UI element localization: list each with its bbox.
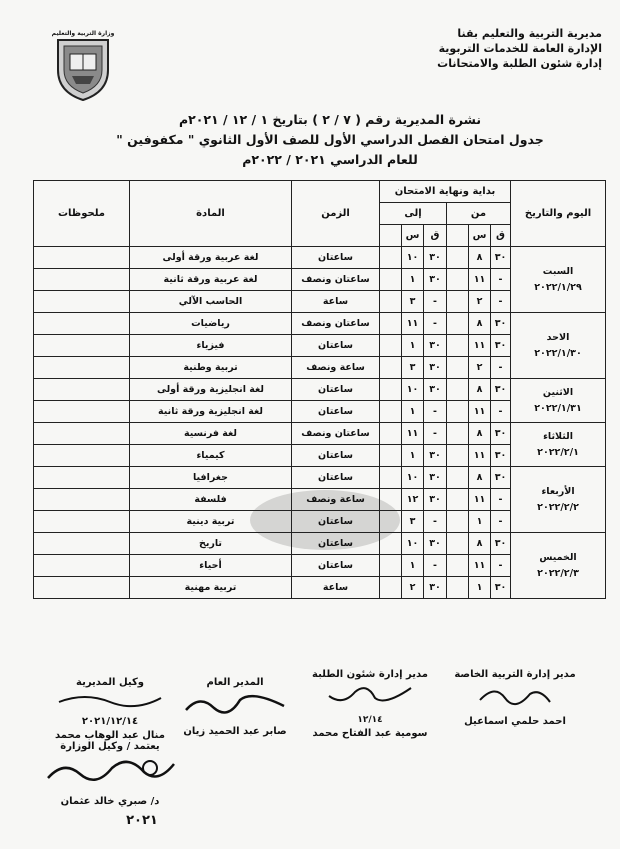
day-date: ٢٠٢٢/٢/٢ bbox=[537, 501, 579, 513]
to-spacer-cell bbox=[380, 467, 402, 489]
from-s-cell: ٨ bbox=[469, 379, 491, 401]
duration-cell: ساعتان bbox=[292, 511, 380, 533]
special-ed-director-signature bbox=[440, 668, 590, 729]
duration-cell: ساعتان bbox=[292, 401, 380, 423]
signature-scribble-icon bbox=[180, 690, 290, 720]
from-s-cell: ٢ bbox=[469, 357, 491, 379]
to-spacer-cell bbox=[380, 555, 402, 577]
from-spacer-cell bbox=[447, 533, 469, 555]
from-s-cell: ١١ bbox=[469, 269, 491, 291]
to-s-cell: ١ bbox=[402, 335, 424, 357]
from-q-cell: - bbox=[491, 555, 511, 577]
to-q-cell: - bbox=[424, 555, 447, 577]
to-q-cell: ٣٠ bbox=[424, 467, 447, 489]
to-s-cell: ١ bbox=[402, 269, 424, 291]
special-ed-director-name: احمد حلمي اسماعيل bbox=[464, 716, 566, 727]
subject-cell: الحاسب الآلي bbox=[130, 291, 292, 313]
student-affairs-director-date: ١٢/١٤ bbox=[357, 715, 383, 725]
table-row bbox=[34, 423, 606, 445]
to-s-cell: ٣ bbox=[402, 511, 424, 533]
from-spacer-cell bbox=[447, 511, 469, 533]
subject-cell: لغة عربية ورقة أولى bbox=[130, 247, 292, 269]
general-director-name: صابر عبد الحميد زيان bbox=[183, 726, 287, 737]
notes-cell bbox=[34, 335, 130, 357]
to-spacer-cell bbox=[380, 577, 402, 599]
day-date: ٢٠٢٢/١/٢٩ bbox=[534, 281, 582, 293]
subject-cell: تاريخ bbox=[130, 533, 292, 555]
to-spacer-cell bbox=[380, 269, 402, 291]
day-date: ٢٠٢٢/٢/١ bbox=[537, 446, 579, 458]
subject-cell: أحياء bbox=[130, 555, 292, 577]
duration-cell: ساعتان bbox=[292, 335, 380, 357]
from-q-cell: ٣٠ bbox=[491, 335, 511, 357]
from-s-cell: ١١ bbox=[469, 335, 491, 357]
header-from-s: س bbox=[469, 225, 491, 247]
general-director-signature bbox=[170, 676, 300, 739]
signature-scribble-icon bbox=[40, 754, 180, 790]
signature-scribble-icon bbox=[325, 682, 415, 708]
to-spacer-cell bbox=[380, 335, 402, 357]
to-s-cell: ١ bbox=[402, 401, 424, 423]
table-row bbox=[34, 313, 606, 335]
to-q-cell: - bbox=[424, 401, 447, 423]
from-s-cell: ٢ bbox=[469, 291, 491, 313]
duration-cell: ساعتان ونصف bbox=[292, 313, 380, 335]
to-spacer-cell bbox=[380, 357, 402, 379]
duration-cell: ساعة ونصف bbox=[292, 357, 380, 379]
subject-cell: كيمياء bbox=[130, 445, 292, 467]
logo-caption: وزارة التربية والتعليم bbox=[51, 30, 115, 37]
notes-cell bbox=[34, 489, 130, 511]
from-q-cell: ٣٠ bbox=[491, 313, 511, 335]
from-s-cell: ١١ bbox=[469, 445, 491, 467]
day-date: ٢٠٢٢/٢/٣ bbox=[537, 567, 579, 579]
from-spacer-cell bbox=[447, 555, 469, 577]
duration-cell: ساعتان bbox=[292, 533, 380, 555]
header-to-spacer bbox=[380, 225, 402, 247]
from-q-cell: ٣٠ bbox=[491, 577, 511, 599]
from-s-cell: ٨ bbox=[469, 533, 491, 555]
header-to-s: س bbox=[402, 225, 424, 247]
from-s-cell: ٨ bbox=[469, 423, 491, 445]
from-s-cell: ١ bbox=[469, 511, 491, 533]
day-name: الاثنين bbox=[542, 386, 574, 398]
from-q-cell: - bbox=[491, 269, 511, 291]
to-q-cell: - bbox=[424, 511, 447, 533]
header-line-1: مديرية التربية والتعليم بقنا bbox=[457, 27, 602, 40]
header-row-1 bbox=[34, 181, 606, 203]
header-from-q: ق bbox=[491, 225, 511, 247]
to-q-cell: - bbox=[424, 291, 447, 313]
general-director-title: المدير العام bbox=[206, 677, 264, 688]
from-s-cell: ١ bbox=[469, 577, 491, 599]
header-from: من bbox=[447, 203, 511, 225]
to-spacer-cell bbox=[380, 247, 402, 269]
to-spacer-cell bbox=[380, 401, 402, 423]
to-s-cell: ١١ bbox=[402, 423, 424, 445]
header-line-2: الإدارة العامة للخدمات التربوية bbox=[438, 42, 602, 55]
from-q-cell: ٣٠ bbox=[491, 533, 511, 555]
from-spacer-cell bbox=[447, 291, 469, 313]
day-date-cell bbox=[511, 313, 606, 379]
from-q-cell: ٣٠ bbox=[491, 423, 511, 445]
to-q-cell: ٣٠ bbox=[424, 335, 447, 357]
subject-cell: لغة انجليزية ورقة ثانية bbox=[130, 401, 292, 423]
to-s-cell: ١٢ bbox=[402, 489, 424, 511]
day-date-cell bbox=[511, 423, 606, 467]
from-spacer-cell bbox=[447, 357, 469, 379]
from-q-cell: ٣٠ bbox=[491, 445, 511, 467]
header-start-end: بداية ونهاية الامتحان bbox=[380, 181, 511, 203]
subject-cell: تربية مهنية bbox=[130, 577, 292, 599]
day-name: الثلاثاء bbox=[543, 430, 573, 442]
from-q-cell: - bbox=[491, 291, 511, 313]
ministry-logo-icon bbox=[52, 26, 114, 102]
notes-cell bbox=[34, 423, 130, 445]
special-ed-director-title: مدير إدارة التربية الخاصة bbox=[454, 669, 576, 680]
to-q-cell: - bbox=[424, 423, 447, 445]
to-s-cell: ١٠ bbox=[402, 247, 424, 269]
from-q-cell: - bbox=[491, 357, 511, 379]
duration-cell: ساعتان bbox=[292, 445, 380, 467]
notes-cell bbox=[34, 269, 130, 291]
bulletin-title: نشرة المديرية رقم ( ٧ / ٢ ) بتاريخ ١ / ١٢ / ٢٠٢١م bbox=[178, 112, 482, 127]
deputy-signature bbox=[40, 676, 180, 743]
from-s-cell: ٨ bbox=[469, 467, 491, 489]
duration-cell: ساعتان bbox=[292, 555, 380, 577]
notes-cell bbox=[34, 291, 130, 313]
to-spacer-cell bbox=[380, 511, 402, 533]
duration-cell: ساعتان bbox=[292, 467, 380, 489]
day-date-cell bbox=[511, 379, 606, 423]
day-name: الأربعاء bbox=[541, 485, 575, 497]
day-name: الخميس bbox=[539, 551, 577, 563]
notes-cell bbox=[34, 445, 130, 467]
student-affairs-director-title: مدير إدارة شئون الطلبة bbox=[312, 669, 428, 680]
to-s-cell: ٢ bbox=[402, 577, 424, 599]
deputy-date: ٢٠٢١/١٢/١٤ bbox=[81, 716, 139, 727]
day-date: ٢٠٢٢/١/٣١ bbox=[534, 402, 582, 414]
from-s-cell: ٨ bbox=[469, 313, 491, 335]
student-affairs-director-name: سومية عبد الفتاح محمد bbox=[312, 728, 428, 739]
subject-cell: تربية وطنية bbox=[130, 357, 292, 379]
to-s-cell: ١ bbox=[402, 445, 424, 467]
from-q-cell: ٣٠ bbox=[491, 467, 511, 489]
duration-cell: ساعة ونصف bbox=[292, 489, 380, 511]
from-spacer-cell bbox=[447, 379, 469, 401]
header-subject: المادة bbox=[130, 181, 292, 247]
duration-cell: ساعتان bbox=[292, 247, 380, 269]
from-spacer-cell bbox=[447, 489, 469, 511]
to-q-cell: ٣٠ bbox=[424, 379, 447, 401]
to-s-cell: ١ bbox=[402, 555, 424, 577]
header-duration: الزمن bbox=[292, 181, 380, 247]
signature-scribble-icon bbox=[475, 682, 555, 710]
day-name: الاحد bbox=[546, 331, 570, 343]
to-q-cell: ٣٠ bbox=[424, 445, 447, 467]
to-spacer-cell bbox=[380, 379, 402, 401]
from-s-cell: ١١ bbox=[469, 555, 491, 577]
table-row bbox=[34, 533, 606, 555]
school-year-title: للعام الدراسي ٢٠٢١ / ٢٠٢٢م bbox=[242, 152, 418, 167]
duration-cell: ساعة bbox=[292, 577, 380, 599]
duration-cell: ساعتان ونصف bbox=[292, 269, 380, 291]
to-spacer-cell bbox=[380, 423, 402, 445]
day-date-cell bbox=[511, 467, 606, 533]
day-date: ٢٠٢٢/١/٣٠ bbox=[534, 347, 582, 359]
to-spacer-cell bbox=[380, 533, 402, 555]
notes-cell bbox=[34, 313, 130, 335]
day-name: السبت bbox=[542, 265, 574, 277]
from-spacer-cell bbox=[447, 313, 469, 335]
notes-cell bbox=[34, 401, 130, 423]
subject-cell: فلسفة bbox=[130, 489, 292, 511]
header-to: إلى bbox=[380, 203, 447, 225]
to-q-cell: - bbox=[424, 313, 447, 335]
notes-cell bbox=[34, 511, 130, 533]
header-notes: ملحوظات bbox=[34, 181, 130, 247]
to-s-cell: ١٠ bbox=[402, 533, 424, 555]
from-spacer-cell bbox=[447, 335, 469, 357]
to-q-cell: ٣٠ bbox=[424, 357, 447, 379]
subject-cell: لغة فرنسية bbox=[130, 423, 292, 445]
notes-cell bbox=[34, 357, 130, 379]
from-q-cell: - bbox=[491, 511, 511, 533]
from-q-cell: ٣٠ bbox=[491, 247, 511, 269]
to-s-cell: ١١ bbox=[402, 313, 424, 335]
to-s-cell: ١٠ bbox=[402, 379, 424, 401]
subject-cell: لغة انجليزية ورقة أولى bbox=[130, 379, 292, 401]
to-s-cell: ١٠ bbox=[402, 467, 424, 489]
to-q-cell: ٣٠ bbox=[424, 269, 447, 291]
subject-cell: رياضيات bbox=[130, 313, 292, 335]
to-q-cell: ٣٠ bbox=[424, 247, 447, 269]
table-row bbox=[34, 467, 606, 489]
student-affairs-director-signature bbox=[300, 668, 440, 741]
directorate-header bbox=[392, 26, 602, 71]
deputy-title: وكيل المديرية bbox=[76, 677, 144, 688]
to-q-cell: ٣٠ bbox=[424, 577, 447, 599]
header-from-spacer bbox=[447, 225, 469, 247]
from-spacer-cell bbox=[447, 577, 469, 599]
signature-scribble-icon bbox=[55, 690, 165, 710]
from-spacer-cell bbox=[447, 247, 469, 269]
header-to-q: ق bbox=[424, 225, 447, 247]
to-q-cell: ٣٠ bbox=[424, 489, 447, 511]
to-spacer-cell bbox=[380, 291, 402, 313]
duration-cell: ساعتان bbox=[292, 379, 380, 401]
from-spacer-cell bbox=[447, 401, 469, 423]
schedule-title: جدول امتحان الفصل الدراسي الأول للصف الأول الثانوي " مكفوفين " bbox=[116, 132, 544, 147]
notes-cell bbox=[34, 247, 130, 269]
to-s-cell: ٣ bbox=[402, 291, 424, 313]
from-spacer-cell bbox=[447, 445, 469, 467]
from-spacer-cell bbox=[447, 269, 469, 291]
approval-label: يعتمد / وكيل الوزارة bbox=[60, 741, 160, 752]
approval-block bbox=[40, 740, 180, 809]
table-row bbox=[34, 247, 606, 269]
approval-name: د/ صبري خالد عثمان bbox=[60, 796, 160, 807]
from-spacer-cell bbox=[447, 423, 469, 445]
exam-schedule-table bbox=[33, 180, 606, 599]
notes-cell bbox=[34, 379, 130, 401]
header-line-3: إدارة شئون الطلبة والامتحانات bbox=[437, 57, 602, 70]
notes-cell bbox=[34, 467, 130, 489]
duration-cell: ساعتان ونصف bbox=[292, 423, 380, 445]
from-q-cell: - bbox=[491, 489, 511, 511]
approval-year: ٢٠٢١ bbox=[126, 813, 158, 828]
notes-cell bbox=[34, 555, 130, 577]
deputy-name: منال عبد الوهاب محمد bbox=[55, 730, 165, 741]
from-q-cell: ٣٠ bbox=[491, 379, 511, 401]
subject-cell: لغة عربية ورقة ثانية bbox=[130, 269, 292, 291]
to-spacer-cell bbox=[380, 313, 402, 335]
notes-cell bbox=[34, 577, 130, 599]
document-titles bbox=[110, 110, 550, 170]
from-q-cell: - bbox=[491, 401, 511, 423]
from-s-cell: ١١ bbox=[469, 489, 491, 511]
to-s-cell: ٣ bbox=[402, 357, 424, 379]
to-spacer-cell bbox=[380, 445, 402, 467]
from-s-cell: ٨ bbox=[469, 247, 491, 269]
header-day-date: اليوم والتاريخ bbox=[511, 181, 606, 247]
day-date-cell bbox=[511, 533, 606, 599]
duration-cell: ساعة bbox=[292, 291, 380, 313]
table-row bbox=[34, 379, 606, 401]
notes-cell bbox=[34, 533, 130, 555]
subject-cell: فيزياء bbox=[130, 335, 292, 357]
from-spacer-cell bbox=[447, 467, 469, 489]
from-s-cell: ١١ bbox=[469, 401, 491, 423]
schedule-body bbox=[34, 247, 606, 599]
to-q-cell: ٣٠ bbox=[424, 533, 447, 555]
day-date-cell bbox=[511, 247, 606, 313]
subject-cell: تربية دينية bbox=[130, 511, 292, 533]
to-spacer-cell bbox=[380, 489, 402, 511]
subject-cell: جغرافيا bbox=[130, 467, 292, 489]
